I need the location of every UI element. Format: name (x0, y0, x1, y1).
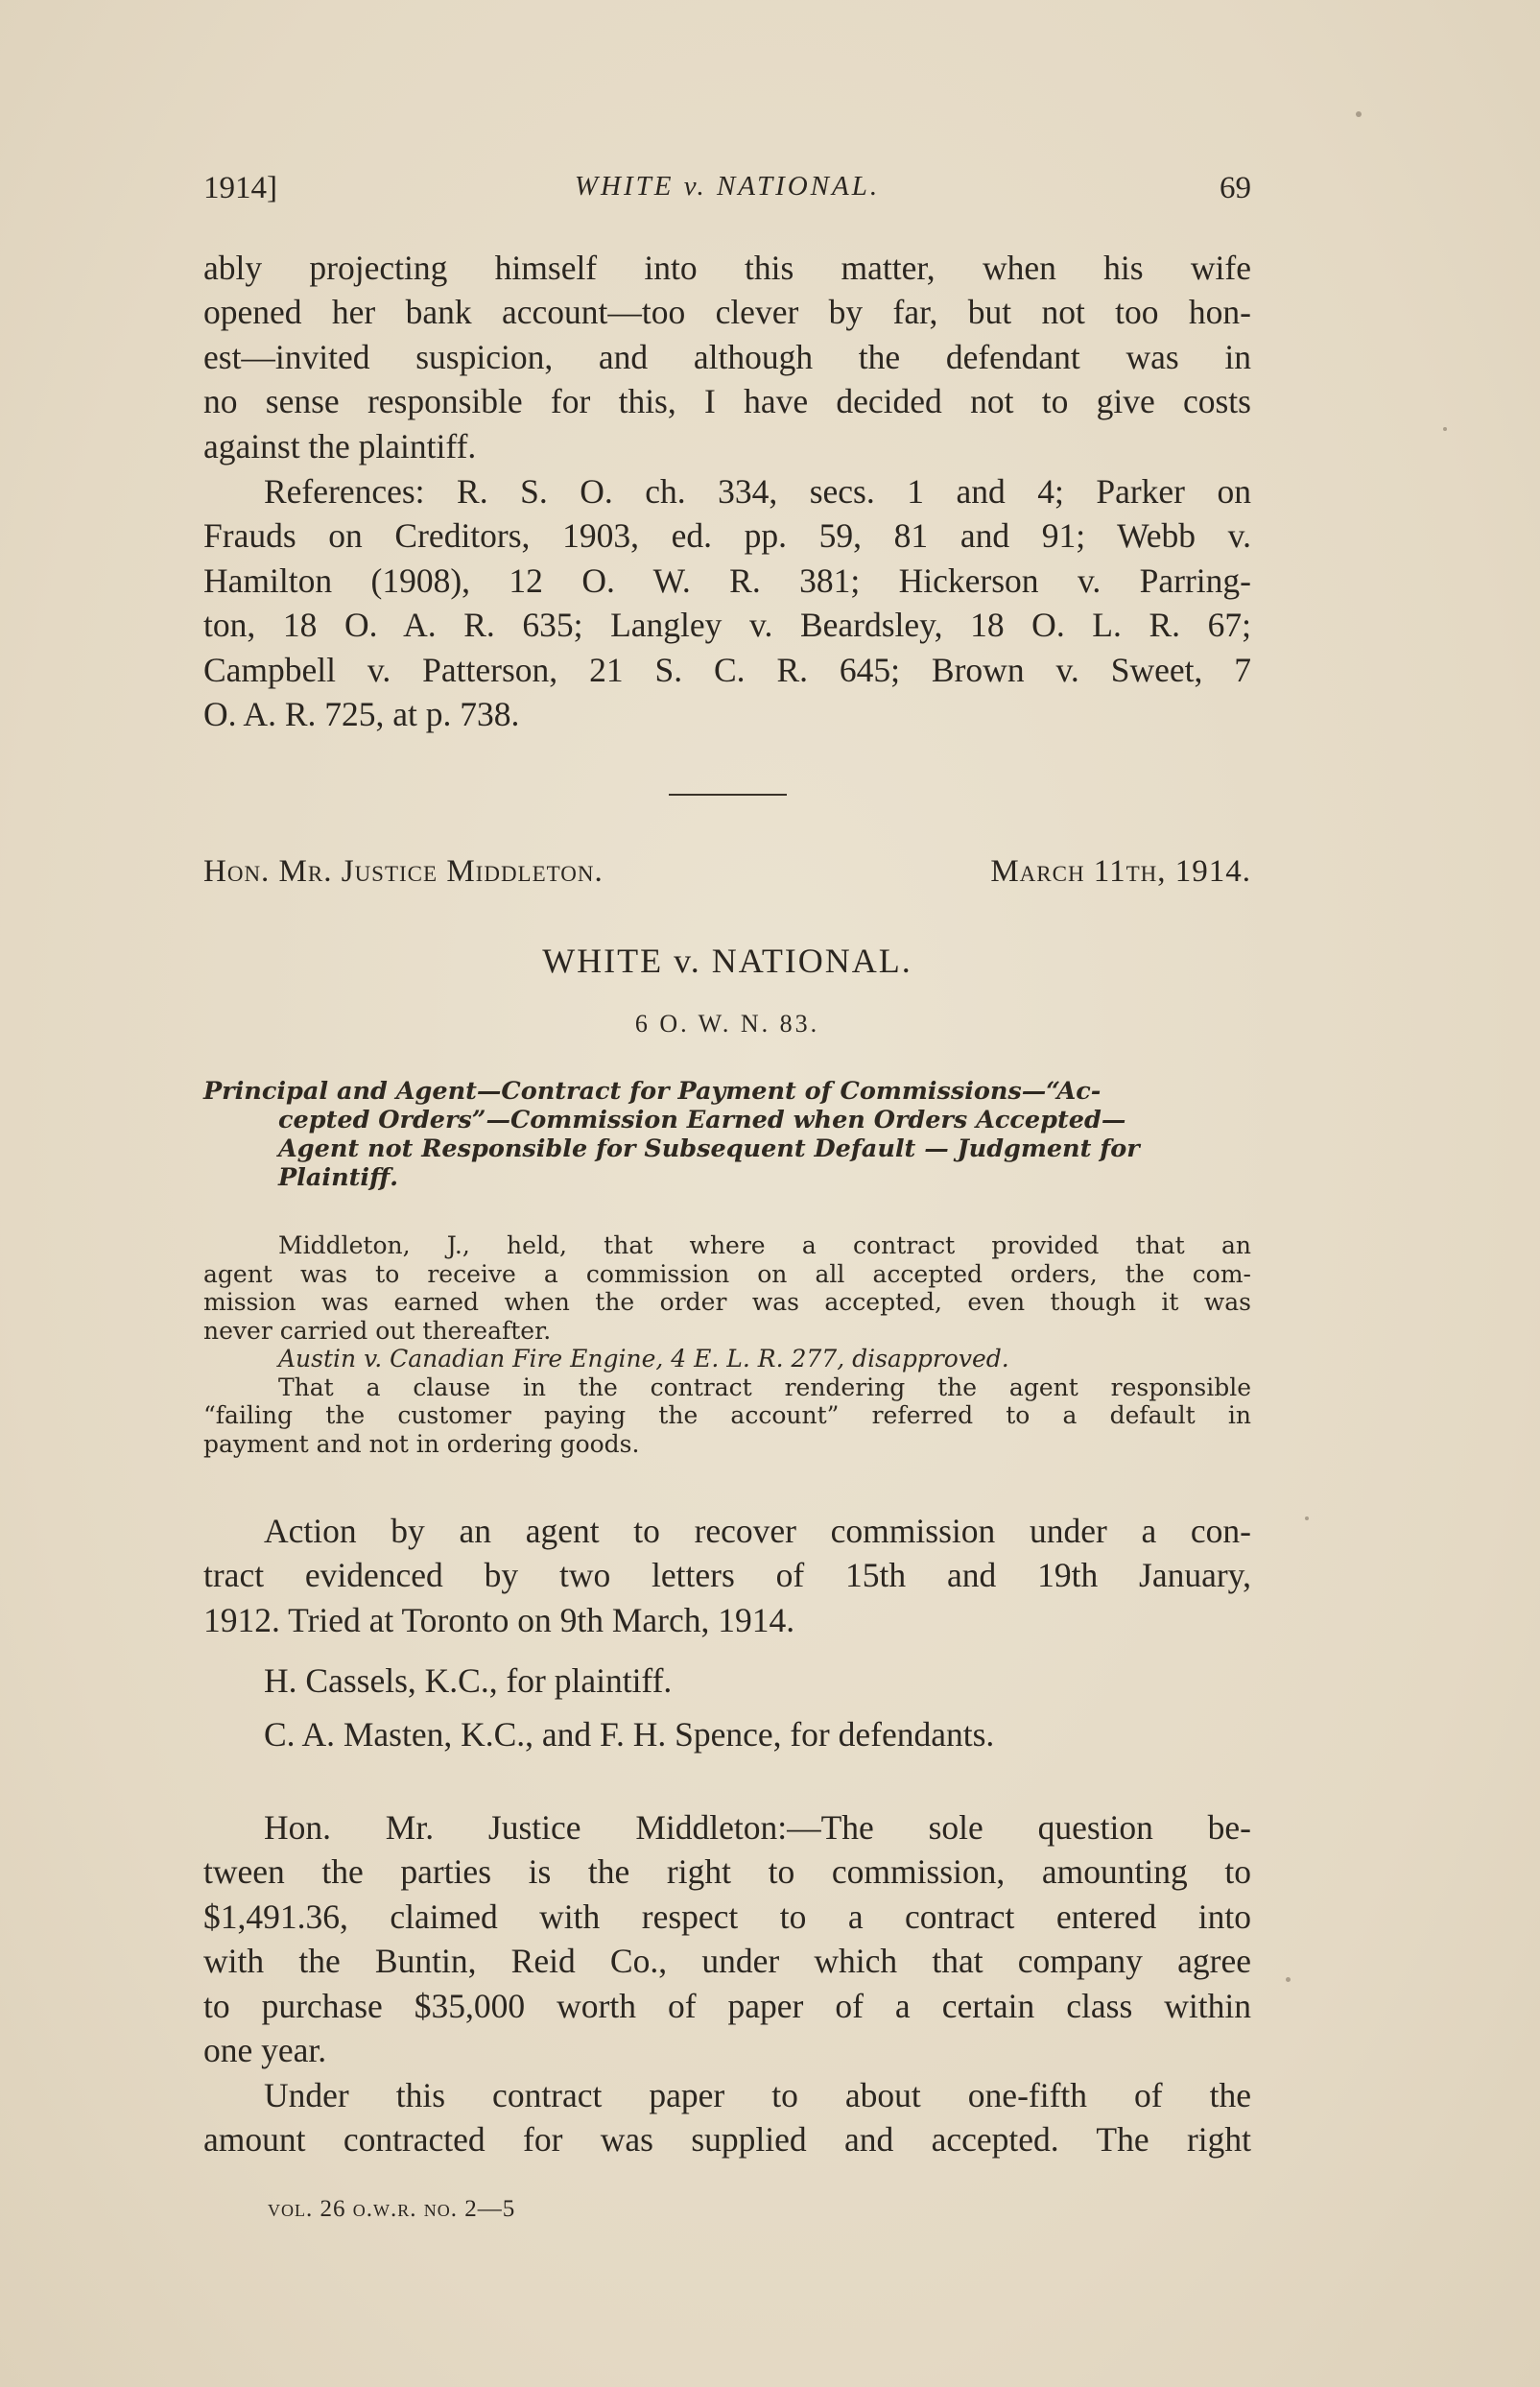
headnote-line: Agent not Responsible for Subsequent Default — Judgment for (278, 1134, 1140, 1163)
held-line: mission was earned when the order was accepted, even though it was (203, 1288, 1251, 1316)
held-line: Austin v. Canadian Fire Engine, 4 E. L. R. 277, disapproved. (278, 1345, 1009, 1373)
page-number: 69 (1220, 171, 1251, 205)
text-line: no sense responsible for this, I have decided not to give costs (203, 382, 1251, 421)
running-head-year: 1914] (203, 171, 277, 205)
paper-speck (1305, 1516, 1309, 1520)
text-line: amount contracted for was supplied and accepted. The right (203, 2120, 1251, 2160)
case-title: WHITE v. NATIONAL. (542, 942, 912, 980)
text-line: ably projecting himself into this matter, when his wife (203, 249, 1251, 287)
text-line: 1912. Tried at Toronto on 9th March, 1914. (203, 1600, 795, 1639)
case-citation: 6 O. W. N. 83. (634, 1010, 820, 1038)
running-head (203, 171, 1251, 219)
text-line: one year. (203, 2031, 327, 2070)
paper-speck (1286, 1977, 1291, 1982)
held-line: That a clause in the contract rendering the agent responsible (278, 1373, 1251, 1401)
text-line: Hamilton (1908), 12 O. W. R. 381; Hickerson v. Parring- (203, 561, 1251, 600)
text-line: est—invited suspicion, and although the defendant was in (203, 337, 1251, 376)
text-line: References: R. S. O. ch. 334, secs. 1 and 4; Parker on (264, 472, 1251, 511)
judge-line (203, 854, 1251, 902)
held-line: payment and not in ordering goods. (203, 1429, 640, 1458)
held-summary (203, 1231, 1251, 1458)
text-line: H. Cassels, K.C., for plaintiff. (264, 1661, 673, 1700)
headnote-line: cepted Orders”—Commission Earned when Orders Accepted— (278, 1106, 1126, 1134)
text-line: ton, 18 O. A. R. 635; Langley v. Beardsley, 18 O. L. R. 67; (203, 606, 1251, 645)
headnote-line: Principal and Agent—Contract for Payment of Commissions—“Ac- (203, 1077, 1102, 1106)
action-paragraph (203, 1509, 1251, 1642)
counsel-defendants (203, 1712, 1251, 1756)
judgment-paragraph (203, 1805, 1251, 2072)
held-line: agent was to receive a commission on all accepted orders, the com- (203, 1259, 1251, 1288)
text-line: Frauds on Creditors, 1903, ed. pp. 59, 81 and 91; Webb v. (203, 516, 1251, 556)
decision-date: March 11th, 1914. (990, 854, 1251, 889)
counsel-plaintiff (203, 1659, 1251, 1703)
held-line: “failing the customer paying the account” referred to a default in (203, 1401, 1251, 1429)
text-line: Campbell v. Patterson, 21 S. C. R. 645; Brown v. Sweet, 7 (203, 650, 1251, 689)
signature-mark: vol. 26 o.w.r. no. 2—5 (268, 2196, 516, 2222)
text-line: tract evidenced by two letters of 15th and 19th January, (203, 1556, 1251, 1595)
text-line: tween the parties is the right to commission, amounting to (203, 1852, 1251, 1892)
judge-name: Hon. Mr. Justice Middleton. (203, 854, 604, 889)
paper-speck (1443, 427, 1447, 431)
text-line: against the plaintiff. (203, 426, 477, 465)
text-line: opened her bank account—too clever by far, but not too hon- (203, 293, 1251, 332)
carryover-paragraph (203, 246, 1251, 468)
references-paragraph (203, 469, 1251, 736)
text-line: Action by an agent to recover commission under a con- (264, 1512, 1251, 1550)
text-line: Hon. Mr. Justice Middleton:—The sole question be- (264, 1808, 1251, 1847)
held-line: Middleton, J., held, that where a contract provided that an (278, 1231, 1251, 1259)
text-line: O. A. R. 725, at p. 738. (203, 695, 520, 734)
running-head-title: WHITE v. NATIONAL. (574, 171, 881, 202)
text-line: to purchase $35,000 worth of paper of a certain class within (203, 1986, 1251, 2025)
headnote (203, 1077, 1251, 1192)
paper-speck (1356, 111, 1362, 117)
judgment-paragraph-2 (203, 2073, 1251, 2162)
text-line: Under this contract paper to about one-fifth of the (264, 2076, 1251, 2114)
section-divider (669, 794, 787, 796)
text-line: C. A. Masten, K.C., and F. H. Spence, for defendants. (264, 1715, 995, 1754)
headnote-line: Plaintiff. (278, 1163, 399, 1192)
held-line: never carried out thereafter. (203, 1316, 552, 1345)
text-line: $1,491.36, claimed with respect to a contract entered into (203, 1897, 1251, 1936)
text-line: with the Buntin, Reid Co., under which that company agree (203, 1942, 1251, 1981)
